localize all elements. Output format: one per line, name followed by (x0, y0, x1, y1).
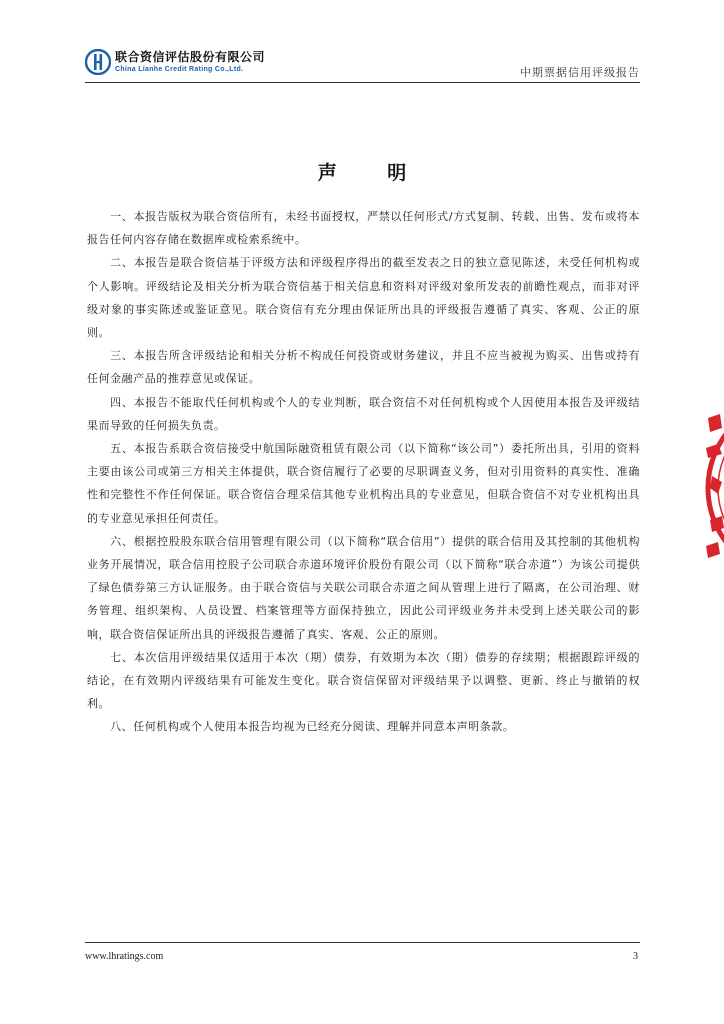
footer-website: www.lhratings.com (85, 951, 164, 962)
logo-english-name: China Lianhe Credit Rating Co.,Ltd. (115, 66, 244, 73)
declaration-paragraph-8: 八、任何机构或个人使用本报告均视为已经充分阅读、理解并同意本声明条款。 (110, 720, 515, 734)
declaration-paragraph-5: 五、本报告系联合资信接受中航国际融资租赁有限公司（以下简称“该公司”）委托所出具，引用的资料主要由该公司或第三方相关主体提供，联合资信履行了必要的尽职调查义务，但对引用资料的真实性、准确性和完整性不作任何保证。联合资信合理采信其他专业机构出具的专业意见，但联合资信不对专业机构出具的专业意见承担任何责任。 (87, 442, 640, 525)
page-number: 3 (633, 951, 638, 962)
declaration-paragraph-2: 二、本报告是联合资信基于评级方法和评级程序得出的截至发表之日的独立意见陈述，未受任何机构或个人影响。评级结论及相关分析为联合资信基于相关信息和资料对评级对象所发表的前瞻性观点，而非对评级对象的事实陈述或鉴证意见。联合资信有充分理由保证所出具的评级报告遵循了真实、客观、公正的原则。 (87, 256, 640, 340)
red-seal-stamp (700, 388, 724, 588)
page-footer (85, 942, 640, 962)
logo-chinese-name: 联合资信评估股份有限公司 (115, 50, 266, 64)
report-type-label: 中期票据信用评级报告 (520, 66, 640, 79)
company-logo (85, 48, 265, 76)
declaration-paragraph-1: 一、本报告版权为联合资信所有，未经书面授权，严禁以任何形式/方式复制、转载、出售、发布或将本报告任何内容存储在数据库或检索系统中。 (87, 210, 640, 247)
declaration-paragraph-4: 四、本报告不能取代任何机构或个人的专业判断，联合资信不对任何机构或个人因使用本报告及评级结果而导致的任何损失负责。 (87, 395, 640, 432)
declaration-paragraph-6: 六、根据控股股东联合信用管理有限公司（以下简称“联合信用”）提供的联合信用及其控制的其他机构业务开展情况，联合信用控股子公司联合赤道环境评价股份有限公司（以下简称“联合赤道”）为该公司提供了绿色债券第三方认证服务。由于联合资信与关联公司联合赤道之间从管理上进行了隔离，在公司治理、财务管理、组织架构、人员设置、档案管理等方面保持独立，因此公司评级业务并未受到上述关联公司的影响，联合资信保证所出具的评级报告遵循了真实、客观、公正的原则。 (87, 534, 640, 641)
lianhe-logo-icon (85, 49, 111, 75)
declaration-paragraph-7: 七、本次信用评级结果仅适用于本次（期）债券，有效期为本次（期）债券的存续期；根据跟踪评级的结论，在有效期内评级结果有可能发生变化。联合资信保留对评级结果予以调整、更新、终止与撤销的权利。 (87, 650, 640, 711)
declaration-body (87, 205, 640, 739)
page-title: 声 明 (317, 162, 429, 184)
declaration-paragraph-3: 三、本报告所含评级结论和相关分析不构成任何投资或财务建议，并且不应当被视为购买、出售或持有任何金融产品的推荐意见或保证。 (87, 349, 640, 386)
page-header (85, 48, 640, 83)
